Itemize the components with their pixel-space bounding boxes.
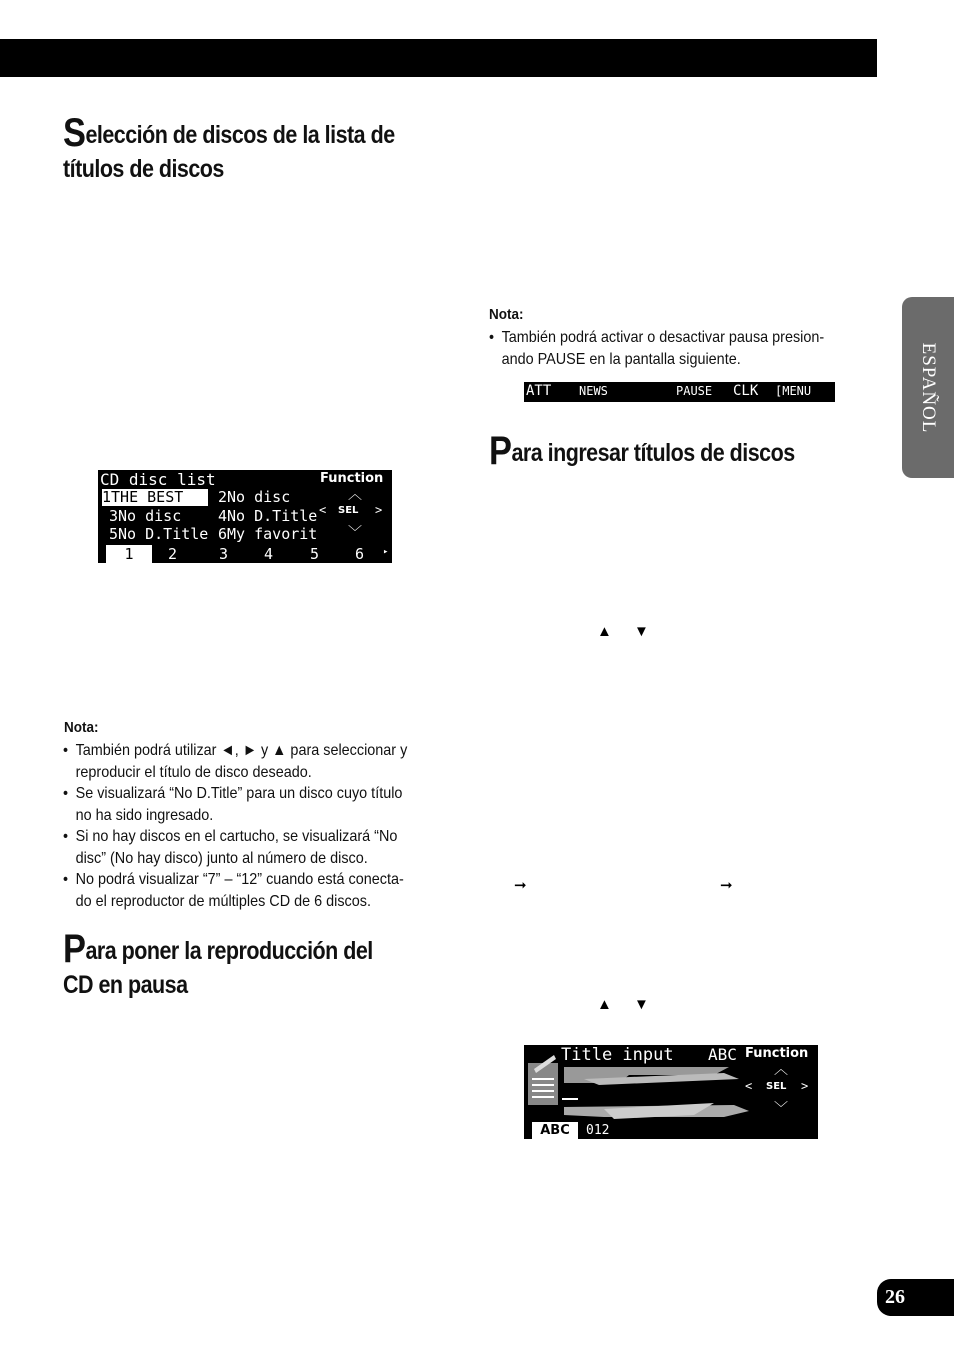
chevron-down-icon: ﹀	[774, 1101, 788, 1117]
lcd-function-bar: ATT NEWS PAUSE CLK [MENU	[524, 382, 835, 402]
chevron-up-icon: ︿	[774, 1062, 788, 1078]
chevron-right-icon: >	[801, 1079, 809, 1093]
nota-label-left: Nota:	[64, 719, 99, 736]
language-tab-label: ESPAÑOL	[918, 342, 939, 433]
list-item: • Si no hay discos en el cartucho, se visualizará “No	[63, 826, 450, 848]
right-arrow-icon: ➞	[514, 877, 527, 894]
section-heading-pause: Para poner la reproducción del CD en pausa	[63, 927, 373, 999]
down-triangle-icon: ▼	[634, 996, 649, 1013]
section-heading-title-input: Para ingresar títulos de discos	[489, 429, 795, 473]
top-black-bar	[0, 39, 877, 77]
section-heading-disc-list: Selección de discos de la lista de títulos de discos	[63, 111, 395, 183]
list-item: • Se visualizará “No D.Title” para un disco cuyo título	[63, 783, 450, 805]
chevron-up-icon: ︿	[348, 487, 362, 503]
down-triangle-icon: ▼	[634, 623, 649, 640]
chevron-left-icon: <	[319, 503, 327, 517]
list-item: • También podrá utilizar ◄, ► y ▲ para seleccionar y	[63, 740, 450, 762]
up-triangle-icon: ▲	[597, 996, 612, 1013]
page-number: 26	[877, 1279, 954, 1316]
chevron-left-icon: <	[745, 1079, 753, 1093]
nota-label-right: Nota:	[489, 306, 524, 323]
list-item: • No podrá visualizar “7” – “12” cuando está conecta-	[63, 869, 450, 891]
memo-pencil-icon	[528, 1055, 558, 1105]
scroll-right-icon: ▸	[383, 547, 389, 557]
list-item: • También podrá activar o desactivar pausa presion-	[489, 327, 867, 349]
chevron-right-icon: >	[375, 503, 383, 517]
right-arrow-icon: ➞	[720, 877, 733, 894]
up-triangle-icon: ▲	[597, 623, 612, 640]
lcd-cd-disc-list: CD disc list Function ︿ < SEL > ﹀ 1THE BEST 2No disc 3No disc 4No D.Title 5No D.Title 6My favorit 1 2 3 4 5 6 ▸	[98, 470, 392, 563]
nota-list-left: • También podrá utilizar ◄, ► y ▲ para seleccionar y reproducir el título de disco deseado. • Se visualizará “No D.Title” para un disco cuyo título no ha sido ingresado. • Si no hay discos en el cartucho, se visualizará “No disc” (No hay disco) junto al número de disco. • No podrá visualizar “7” – “12” cuando está conecta- do el reproductor de múltiples CD de 6 discos.	[63, 740, 450, 912]
language-tab	[902, 297, 954, 478]
nota-list-right: • También podrá activar o desactivar pausa presion- ando PAUSE en la pantalla siguiente.	[489, 327, 867, 370]
input-cursor-graphic	[562, 1067, 749, 1119]
lcd-title-input: Title input ABC Function ︿ < SEL > ﹀ ABC 012	[524, 1045, 818, 1139]
chevron-down-icon: ﹀	[348, 525, 362, 541]
